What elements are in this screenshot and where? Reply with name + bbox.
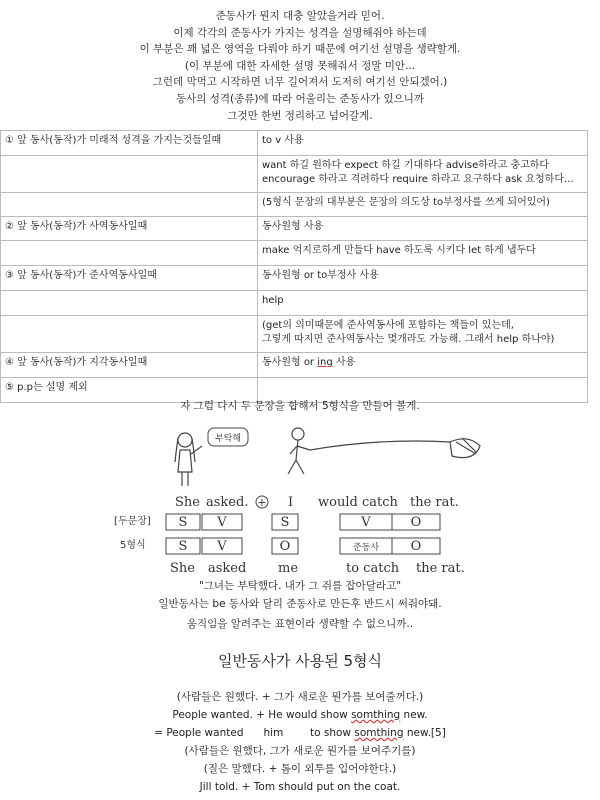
example-text: new.[5] <box>403 727 446 739</box>
box-label: 준동사 <box>352 543 380 553</box>
sentence2-word: the rat. <box>416 561 465 576</box>
table-cell-right: to v 사용 <box>258 131 588 156</box>
intro-line: 그런데 막먹고 시작하면 너무 길어져서 도저히 여기선 안되겠어.) <box>152 76 448 89</box>
sentence1-word: catch <box>362 495 398 510</box>
example-line: (사람들은 원했다, 그가 새로운 뭔가를 보여주기를) <box>184 745 416 757</box>
table-cell-left: ③ 앞 동사(동작)가 준사역동사일때 <box>1 266 258 291</box>
intro-line: 준동사가 뭔지 대충 알았을거라 믿어. <box>215 10 385 22</box>
row-label: 5형식 <box>120 540 146 551</box>
example-text: new. <box>400 709 428 721</box>
sentence2-word: asked <box>208 561 247 576</box>
sentence-sketch <box>100 420 500 580</box>
example-line: (질은 말했다. + 톰이 외투를 입어야한다.) <box>203 763 397 775</box>
box-label: O <box>279 539 291 554</box>
table-cell-right: 동사원형 or to부정사 사용 <box>258 266 588 291</box>
table-cell-right: (5형식 문장의 대부분은 문장의 의도상 to부정사를 쓰게 되어있어) <box>258 193 588 217</box>
box-label: V <box>361 515 371 530</box>
sentence1-word: She <box>175 495 200 510</box>
box-label: O <box>410 539 422 554</box>
box-label: V <box>217 515 227 530</box>
table-row <box>1 266 588 291</box>
example-block <box>0 688 600 796</box>
table-row <box>1 131 588 156</box>
translation-quote: "그녀는 부탁했다. 내가 그 쥐를 잡아달라고" <box>198 580 402 592</box>
sentence2-word: me <box>278 561 299 576</box>
table-cell-left: ① 앞 동사(동작)가 미래적 성격을 가지는것들일때 <box>1 131 258 156</box>
table-row <box>1 353 588 378</box>
table-row <box>1 217 588 241</box>
structure-row-1 <box>166 514 440 530</box>
table-cell-left <box>1 193 258 217</box>
sentence2-word: She <box>170 561 195 576</box>
example-line: Jill told. + Tom should put on the coat. <box>199 781 401 793</box>
intro-paragraph <box>0 8 600 124</box>
verb-rules-table <box>0 130 588 403</box>
example-text: = People wanted him to show <box>154 727 355 739</box>
table-cell-right: make 억지로하게 만들다 have 하도록 시키다 let 하게 냅두다 <box>258 241 588 266</box>
table-cell-right <box>258 353 588 378</box>
table-cell-left: ② 앞 동사(동작)가 사역동사일때 <box>1 217 258 241</box>
table-cell-left <box>1 156 258 193</box>
box-label: S <box>178 539 188 554</box>
section-title: 일반동사가 사용된 5형식 <box>218 652 382 670</box>
table-cell-left <box>1 316 258 353</box>
box-label: S <box>280 515 290 530</box>
box-label: S <box>178 515 188 530</box>
box-label: O <box>410 515 422 530</box>
table-cell-right: (get의 의미때문에 준사역동사에 포함하는 책들이 있는데, 그렇게 따지면 준사역동사는 몇개라도 가능해. 그래서 help 하나야) <box>258 316 588 353</box>
boy-with-net-drawing <box>288 428 480 474</box>
intro-line: 이제 각각의 준동사가 가지는 성격을 설명해줘야 하는데 <box>173 26 427 39</box>
sentence2-word: to catch <box>346 561 400 576</box>
example-line: (사람들은 원했다. + 그가 새로운 뭔가를 보여줄꺼다.) <box>176 691 424 703</box>
structure-row-2 <box>166 538 440 554</box>
explanation-text: 일반동사는 be 동사와 달리 준동사로 만든후 반드시 써줘야돼. <box>158 598 442 610</box>
table-cell-left: ⑤ p.p는 설명 제외 <box>1 378 258 403</box>
example-text: People wanted. + He would show <box>172 709 352 721</box>
table-cell-left: ④ 앞 동사(동작)가 지각동사일때 <box>1 353 258 378</box>
rule-text: 동사원형 or <box>262 357 318 368</box>
speech-bubble <box>208 428 248 446</box>
explanation-text: 움직임을 알려주는 표현이라 생략할 수 없으니까.. <box>186 618 414 630</box>
misspelled-word: somthing <box>354 727 404 739</box>
table-cell-right: 동사원형 사용 <box>258 217 588 241</box>
plus-sign: + <box>257 496 267 509</box>
bubble-text: 부탁해 <box>214 434 242 444</box>
table-cell-right: want 하길 원하다 expect 하길 기대하다 advise하라고 충고하다 encourage 하라고 격려하다 require 하라고 요구하다 ask 요청하다... <box>258 156 588 193</box>
sentence1-word: I <box>288 495 294 510</box>
table-cell-left <box>1 291 258 316</box>
row-label: [두문장] <box>114 516 151 527</box>
rule-text: 사용 <box>332 357 356 368</box>
intro-line: (이 부분에 대한 자세한 설명 못해줘서 정말 미안... <box>184 59 416 72</box>
example-line <box>0 724 600 742</box>
box-label: V <box>217 539 227 554</box>
table-row <box>1 156 588 193</box>
transition-text: 자 그럼 다시 두 문장을 합해서 5형식을 만들어 볼게. <box>180 400 420 412</box>
table-row <box>1 291 588 316</box>
table-row <box>1 316 588 353</box>
table-cell-right: help <box>258 291 588 316</box>
misspelled-word: somthing <box>351 709 401 721</box>
table-row <box>1 241 588 266</box>
sentence1-word: asked. <box>206 495 249 510</box>
sentence1-word: would <box>318 495 358 510</box>
ing-text: ing <box>317 357 333 368</box>
sentence1-word: the rat. <box>410 495 459 510</box>
intro-line: 그것만 한번 정리하고 넘어갈게. <box>227 109 373 122</box>
girl-drawing <box>175 433 202 486</box>
intro-line: 동사의 성격(종류)에 따라 어울리는 준동사가 있으니까 <box>175 92 425 105</box>
table-row <box>1 193 588 217</box>
table-cell-left <box>1 241 258 266</box>
intro-line: 이 부분은 꽤 넓은 영역을 다뤄야 하기 때문에 여기선 설명을 생략할게. <box>139 43 461 56</box>
example-line <box>0 706 600 724</box>
